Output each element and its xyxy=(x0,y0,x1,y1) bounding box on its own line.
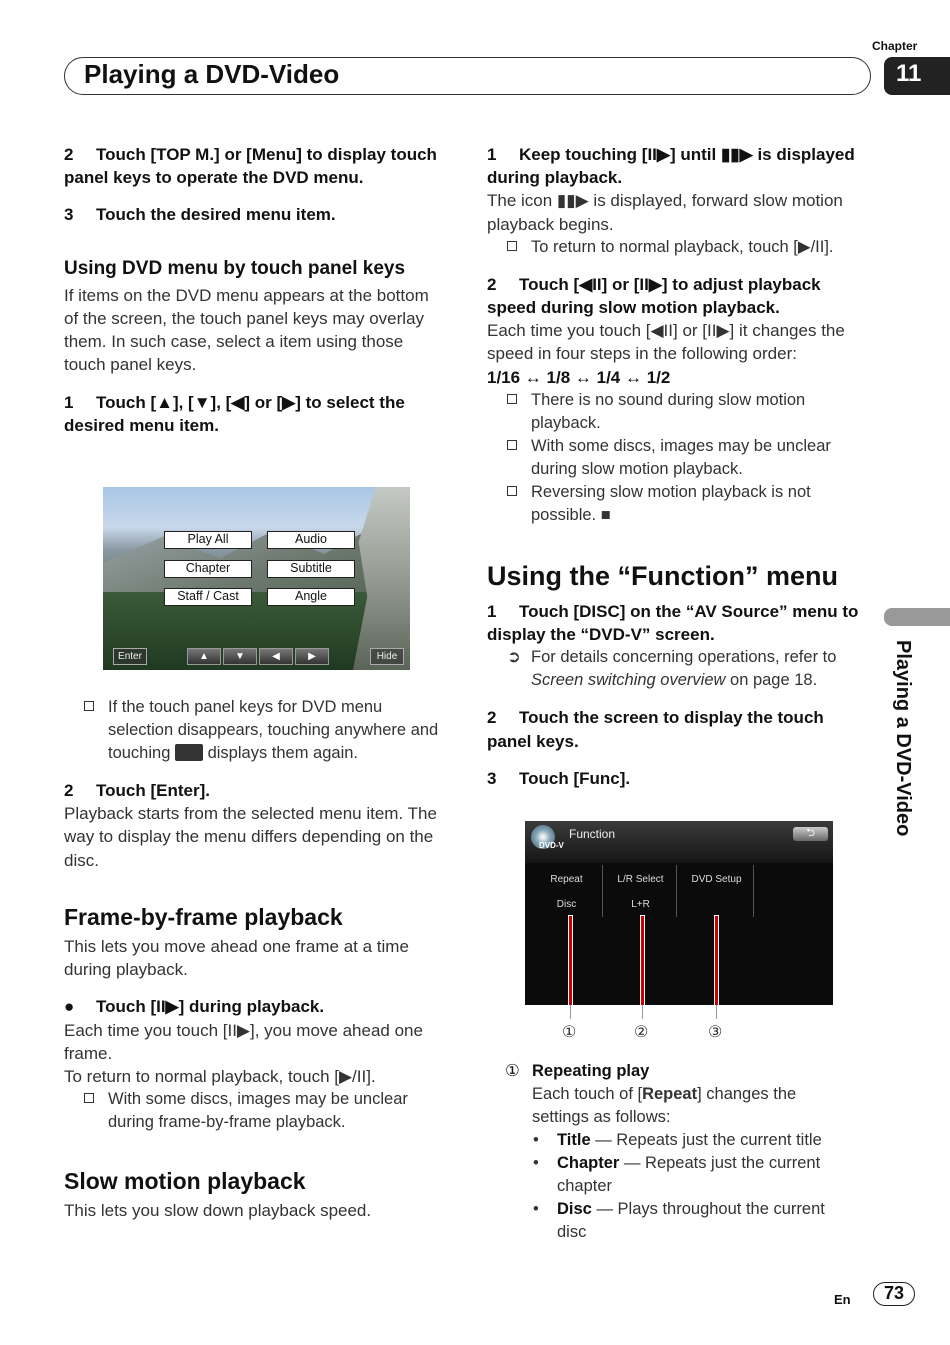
chapter-label: Chapter xyxy=(872,39,918,53)
repeating-play: ① Repeating play Each touch of [Repeat] changes the settings as follows: • Title — Repeats just the current title • Chapter — Repeats just the current chapter • Disc — Plays throughout the current disc xyxy=(505,1060,855,1244)
func-step-2: 2 Touch the screen to display the touch panel keys. xyxy=(487,708,824,751)
frame-bullet: ● Touch [II▶] during playback. xyxy=(64,997,325,1017)
chapter-button[interactable]: Chapter xyxy=(164,560,252,578)
show-keys-icon xyxy=(175,744,203,761)
repeat-item-disc: • Disc — Plays throughout the current disc xyxy=(533,1200,825,1241)
right-column xyxy=(487,143,872,790)
function-title: Function xyxy=(569,827,616,841)
enter-button[interactable]: Enter xyxy=(113,648,147,665)
step-2: 2 Touch [TOP M.] or [Menu] to display touch panel keys to operate the DVD menu. xyxy=(64,145,437,188)
section-heading-function: Using the “Function” menu xyxy=(487,560,838,591)
play-all-button[interactable]: Play All xyxy=(164,531,252,549)
dvd-menu-screenshot xyxy=(103,487,410,670)
section-heading-dvd-menu: Using DVD menu by touch panel keys xyxy=(64,257,406,279)
step-2-enter: 2 Touch [Enter]. xyxy=(64,781,210,800)
func-step-3: 3 Touch [Func]. xyxy=(487,768,631,788)
note-reversing: Reversing slow motion playback is not possible. ■ xyxy=(487,481,872,527)
dvd-menu-body: If items on the DVD menu appears at the bottom of the screen, the touch panel keys may overlay them. In such case, select a item using those touch panel keys. xyxy=(64,285,429,375)
callout-1: ① xyxy=(562,1024,577,1041)
left-arrow-icon[interactable]: ◀ xyxy=(259,648,293,665)
lr-select-key[interactable]: L/R Select L+R xyxy=(605,865,677,917)
callout-line-1 xyxy=(568,915,573,1005)
audio-button[interactable]: Audio xyxy=(267,531,355,549)
frame-body-3: To return to normal playback, touch [▶/II]. xyxy=(64,1067,376,1087)
page-title: Playing a DVD-Video xyxy=(84,59,340,89)
repeat-body: Each touch of [Repeat] changes the settings as follows: xyxy=(532,1085,797,1126)
back-arrow-icon[interactable]: ⮌ xyxy=(793,827,828,841)
note-no-sound: There is no sound during slow motion playback. xyxy=(487,389,872,435)
ref-link[interactable]: Screen switching overview xyxy=(531,671,726,690)
speed-order: 1/16 ↔ 1/8 ↔ 1/4 ↔ 1/2 xyxy=(487,367,671,387)
right-step-2-body: Each time you touch [◀II] or [II▶] it changes the speed in four steps in the following order: xyxy=(487,321,845,364)
section-heading-slow: Slow motion playback xyxy=(64,1168,306,1195)
slow-body: This lets you slow down playback speed. xyxy=(64,1201,372,1221)
source-label: DVD-V xyxy=(539,841,564,850)
callout-line-2 xyxy=(640,915,645,1005)
note-frame: With some discs, images may be unclear during frame-by-frame playback. xyxy=(64,1088,450,1134)
repeat-item-title: • Title — Repeats just the current title xyxy=(533,1131,822,1149)
callout-2: ② xyxy=(634,1024,649,1041)
step-1-select: 1 Touch [▲], [▼], [◀] or [▶] to select the desired menu item. xyxy=(64,392,405,435)
right-note-1: To return to normal playback, touch [▶/II]. xyxy=(487,236,872,259)
arrow-ref-icon: ➲ xyxy=(507,648,521,667)
repeat-item-chapter: • Chapter — Repeats just the current chapter xyxy=(533,1154,821,1195)
side-label: Playing a DVD-Video xyxy=(892,640,914,837)
down-arrow-icon[interactable]: ▼ xyxy=(223,648,257,665)
frame-body: This lets you move ahead one frame at a time during playback. xyxy=(64,937,409,980)
side-tab xyxy=(884,608,950,626)
page-number: 73 xyxy=(873,1282,915,1306)
func-step-1: 1 Touch [DISC] on the “AV Source” menu to display the “DVD-V” screen. xyxy=(487,602,859,645)
enter-body: Playback starts from the selected menu item. The way to display the menu differs depending on the disc. xyxy=(64,804,437,870)
right-step-2: 2 Touch [◀II] or [II▶] to adjust playback speed during slow motion playback. xyxy=(487,274,821,318)
callout-line-3 xyxy=(714,915,719,1005)
note-unclear: With some discs, images may be unclear during slow motion playback. xyxy=(487,435,872,481)
menu-nav-bar xyxy=(103,646,410,668)
func-reference: ➲ For details concerning operations, refer to Screen switching overview on page 18. xyxy=(507,648,837,690)
angle-button[interactable]: Angle xyxy=(267,588,355,606)
note-touch-keys: If the touch panel keys for DVD menu selection disappears, touching anywhere and touching displays them again. xyxy=(64,696,450,765)
function-screenshot xyxy=(525,821,833,1005)
language-label: En xyxy=(834,1292,851,1307)
repeat-key[interactable]: Repeat Disc xyxy=(531,865,603,917)
staff-cast-button[interactable]: Staff / Cast xyxy=(164,588,252,606)
left-column xyxy=(64,143,444,437)
right-arrow-icon[interactable]: ▶ xyxy=(295,648,329,665)
step-3: 3 Touch the desired menu item. xyxy=(64,205,336,225)
section-heading-frame: Frame-by-frame playback xyxy=(64,903,343,930)
dvd-setup-key[interactable]: DVD Setup xyxy=(680,865,754,917)
callout-3: ③ xyxy=(708,1024,723,1041)
hide-button[interactable]: Hide xyxy=(370,648,404,665)
up-arrow-icon[interactable]: ▲ xyxy=(187,648,221,665)
right-step-1: 1 Keep touching [II▶] until ▮▮▶ is displayed during playback. xyxy=(487,145,855,188)
right-step-1-body: The icon ▮▮▶ is displayed, forward slow motion playback begins. xyxy=(487,191,843,234)
left-column-lower xyxy=(64,696,450,1223)
chapter-number: 11 xyxy=(884,57,950,95)
subtitle-button[interactable]: Subtitle xyxy=(267,560,355,578)
frame-body-2: Each time you touch [II▶], you move ahead one frame. xyxy=(64,1020,423,1063)
